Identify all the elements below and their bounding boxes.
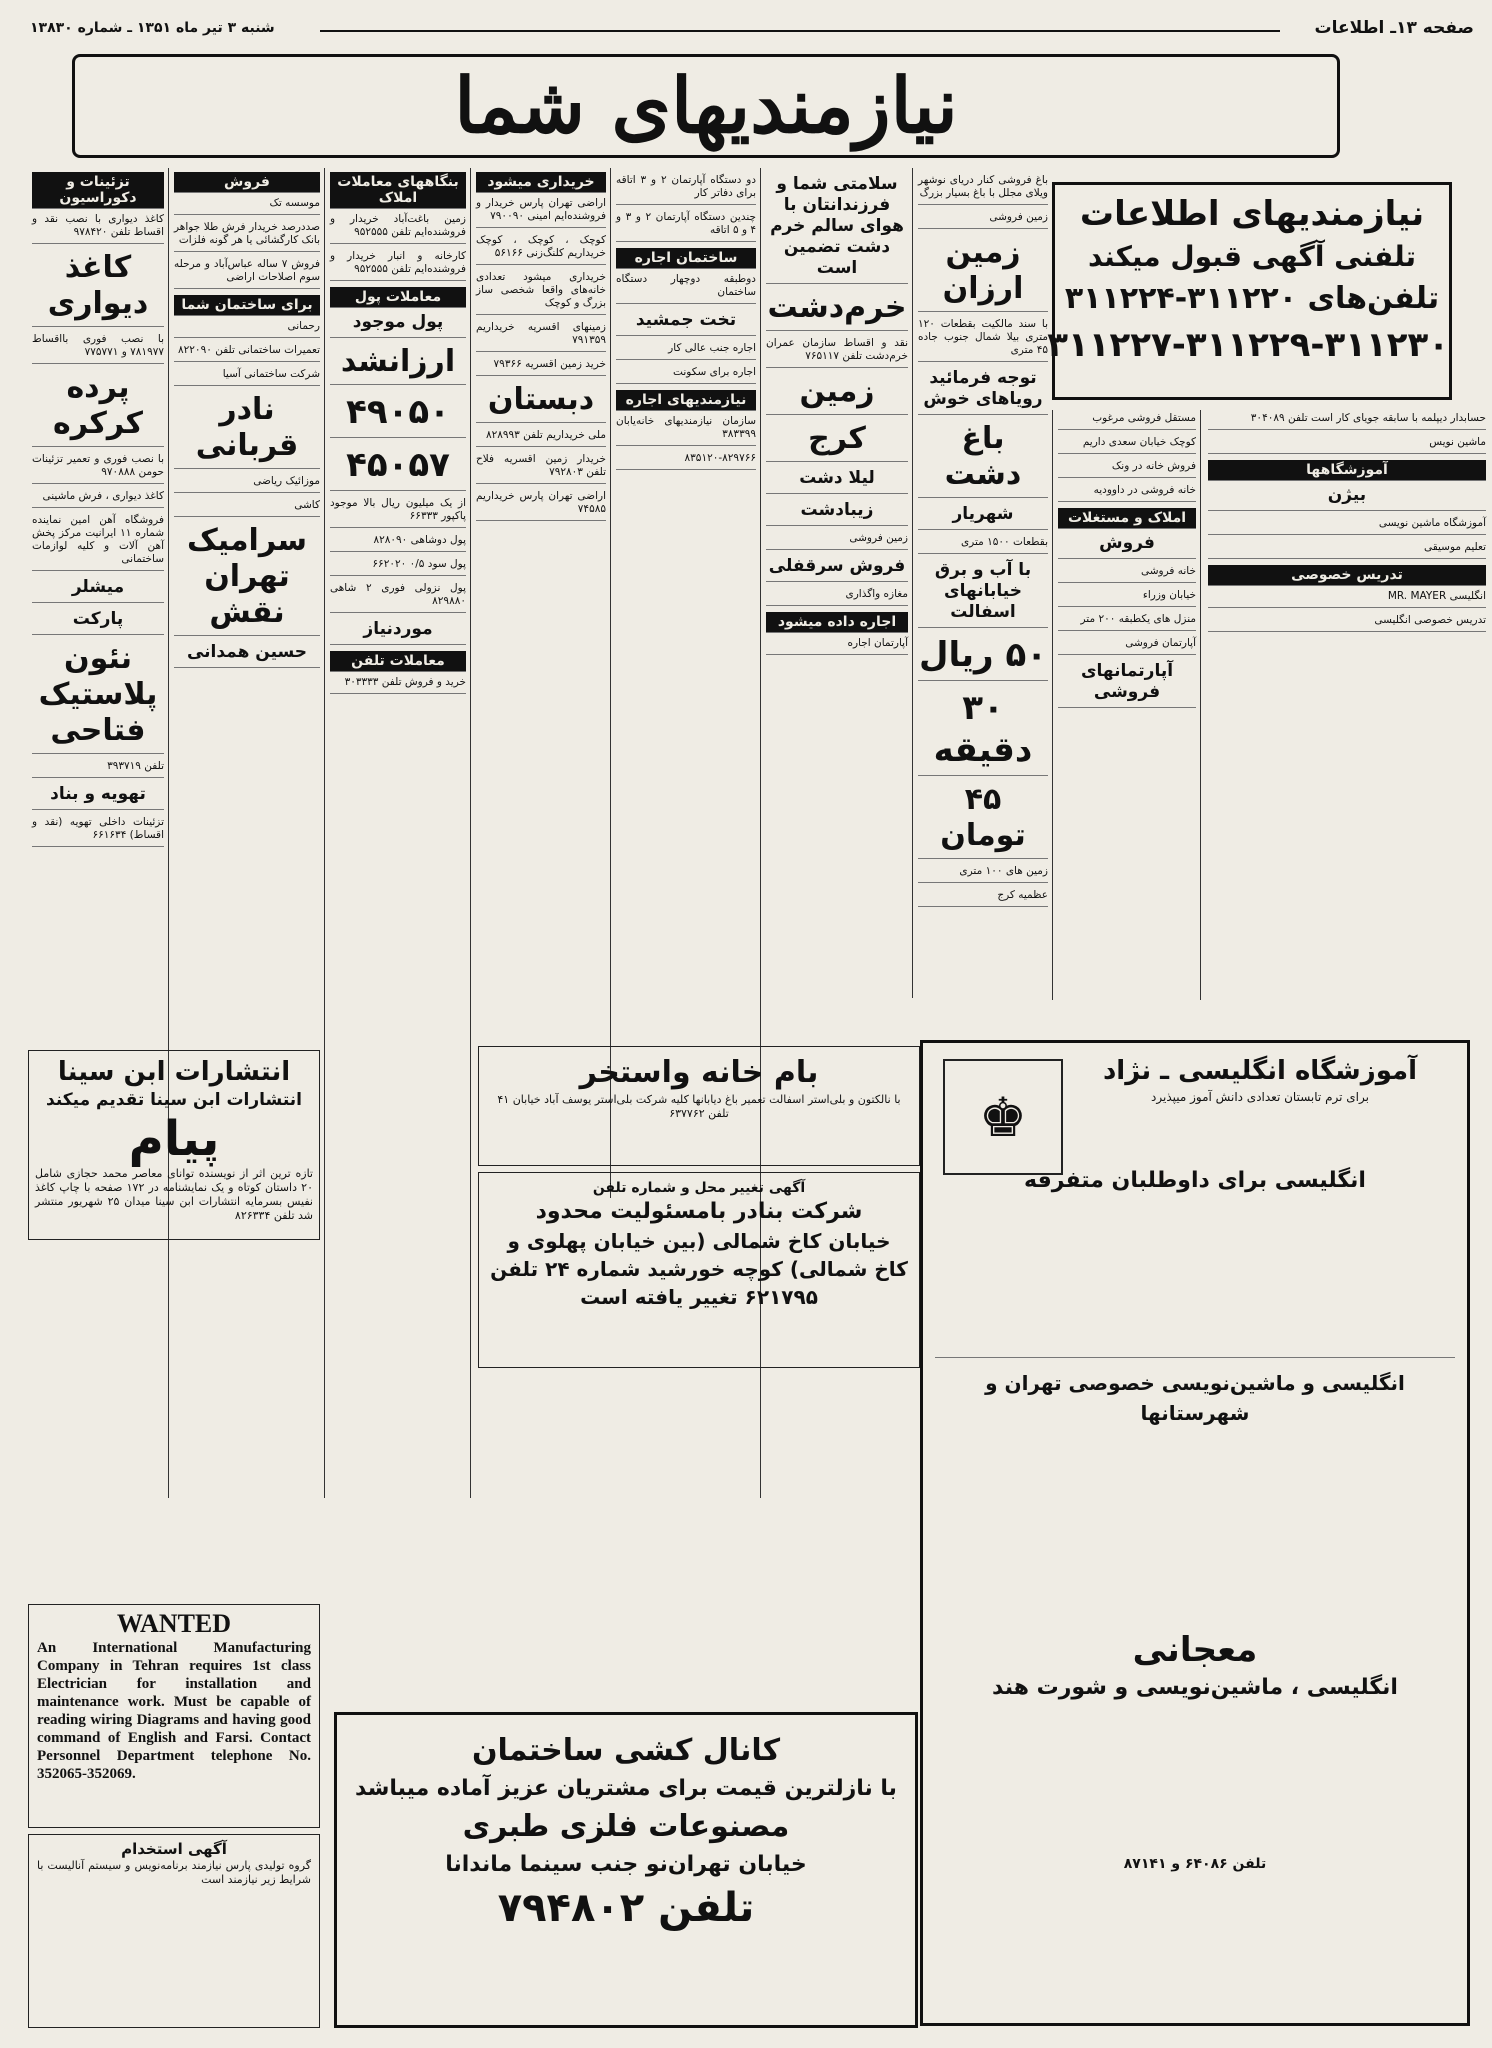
column-c2	[170, 170, 324, 1498]
ad-headline: نئون پلاستیک فتاحی	[32, 641, 164, 754]
ad-text: خریدار زمین اقسریه فلاح تلفن ۷۹۲۸۰۳	[476, 453, 606, 484]
column-c3	[326, 170, 470, 1498]
canal-ad	[334, 1712, 918, 2028]
ad-text: عظمیه کرج	[918, 889, 1048, 907]
classifieds-banner	[72, 54, 1340, 158]
ad-text: انگلیسی MR. MAYER	[1208, 590, 1486, 608]
ad-title: آپارتمانهای فروشی	[1058, 661, 1196, 708]
section-tag: تزئینات و دکوراسیون	[32, 172, 164, 209]
section-tag: برای ساختمان شما	[174, 295, 320, 316]
section-tag: اجاره داده میشود	[766, 612, 908, 633]
school-line-b: انگلیسی و ماشین‌نویسی خصوصی تهران و شهرستانها	[985, 1371, 1405, 1425]
ad-text: پول دوشاهی ۸۲۸۰۹۰	[330, 534, 466, 552]
ad-text: کاغذ دیواری ، فرش ماشینی	[32, 490, 164, 508]
ad-text: زمین باغت‌آباد خریدار و فروشنده‌ایم تلفن ۹۵۲۵۵۵	[330, 213, 466, 244]
ad-text: آپارتمان اجاره	[766, 637, 908, 655]
ad-text: زمین فروشی	[918, 211, 1048, 229]
ad-text: کوچک ، کوچک ، کوچک خریداریم کلنگ‌زنی ۵۶۱۶۶	[476, 234, 606, 265]
wanted-body: An International Manufacturing Company in Tehran requires 1st class Electrician for installation and maintenance work. Must be capable of reading wiring Diagrams and having good command of English and Farsi. Contact Personnel Department telephone No. 352065-352069.	[37, 1640, 311, 1782]
ad-text: کارخانه و انبار خریدار و فروشنده‌ایم تلفن ۹۵۲۵۵۵	[330, 250, 466, 281]
hiring-ad	[28, 1834, 320, 2028]
ad-title: تخت جمشید	[616, 310, 756, 336]
ad-text: اراضی تهران پارس خریدار و فروشنده‌ایم امینی ۷۹۰۰۹۰	[476, 197, 606, 228]
ad-text: کوچک خیابان سعدی داریم	[1058, 436, 1196, 454]
ad-text: خانه فروشی	[1058, 565, 1196, 583]
ad-headline: ۴۵ تومان	[918, 782, 1048, 859]
school-brand: معجانی	[1132, 1630, 1258, 1670]
ad-text: مستقل فروشی مرغوب	[1058, 412, 1196, 430]
ad-text: زمین های ۱۰۰ متری	[918, 865, 1048, 883]
section-tag: معاملات تلفن	[330, 651, 466, 672]
ad-text: باغ فروشی کنار دریای نوشهر ویلای مجلل با باغ بسیار بزرگ	[918, 174, 1048, 205]
section-tag: آموزشگاهها	[1208, 460, 1486, 481]
ad-text: ۸۳۵۱۲۰-۸۲۹۷۶۶	[616, 452, 756, 470]
ad-text: موزائیک ریاضی	[174, 475, 320, 493]
banner-title: نیازمندیهای شما	[454, 61, 958, 150]
ad-headline: زمین	[766, 374, 908, 415]
section-tag: بنگاههای معاملات املاک	[330, 172, 466, 209]
relocation-title: آگهی تغییر محل و شماره تلفن	[592, 1180, 806, 1196]
ad-title: میشلر	[32, 577, 164, 603]
ad-text: زمینهای اقسریه خریداریم ۷۹۱۳۵۹	[476, 321, 606, 352]
ad-headline: نادر قربانی	[174, 392, 320, 469]
relocation-ad	[478, 1172, 920, 1368]
avicenna-ad	[28, 1050, 320, 1240]
column-c9	[1204, 408, 1490, 1000]
column-c5	[612, 170, 760, 1198]
ad-text: پول سود ۰/۵ ۶۶۲۰۲۰	[330, 558, 466, 576]
ad-text: کاشی	[174, 499, 320, 517]
ad-text: ماشین نویس	[1208, 436, 1486, 454]
header-rule	[320, 30, 1280, 32]
roof-pool-body: با نالکتون و بلی‌استر اسفالت تعمیر باغ دیابانها کلیه شرکت بلی‌استر یوسف آباد خیابان ۴۱ تلفن ۶۳۷۷۶۲	[497, 1093, 901, 1120]
ad-title: توجه فرمائید رویاهای خوش	[918, 368, 1048, 415]
issue-date: شنبه ۳ تیر ماه ۱۳۵۱ ـ شماره ۱۳۸۳۰	[30, 20, 275, 36]
ad-text: رحمانی	[174, 320, 320, 338]
canal-title: کانال کشی ساختمان	[471, 1733, 781, 1768]
ad-text: تزئینات داخلی تهویه (نقد و اقساط) ۶۶۱۶۳۴	[32, 816, 164, 847]
ad-text: کاغذ دیواری با نصب نقد و اقساط تلفن ۹۷۸۴۲۰	[32, 213, 164, 244]
ad-text: سازمان نیازمندیهای خانه‌یابان ۳۸۳۳۹۹	[616, 415, 756, 446]
ad-title: با آب و برق خیابانهای اسفالت	[918, 560, 1048, 628]
ad-text: پول نزولی فوری ۲ شاهی ۸۲۹۸۸۰	[330, 582, 466, 613]
ad-text: فروشگاه آهن امین نماینده شماره ۱۱ ایرانیت مرکز پخش آهن آلات و کلیه لوازمات ساختمانی	[32, 514, 164, 571]
ad-title: حسین همدانی	[174, 642, 320, 668]
english-school-ad	[920, 1040, 1470, 2026]
ad-text: شرکت ساختمانی آسیا	[174, 368, 320, 386]
school-line-a: انگلیسی برای داوطلبان متفرقه	[1024, 1168, 1366, 1193]
ad-text: اراضی تهران پارس خریداریم ۷۴۵۸۵	[476, 490, 606, 521]
school-emblem-icon: ♚	[943, 1059, 1063, 1175]
ad-text: زمین فروشی	[766, 532, 908, 550]
school-line-c: انگلیسی ، ماشین‌نویسی و شورت هند	[992, 1675, 1398, 1700]
canal-line1: با نازلترین قیمت برای مشتریان عزیز آماده میباشد	[355, 1776, 897, 1801]
ad-title: سلامتی شما و فرزندانتان با هوای سالم خرم دشت تضمین است	[766, 174, 908, 284]
contact-title: نیازمندیهای اطلاعات	[1079, 194, 1425, 234]
column-divider	[1052, 410, 1053, 1000]
ad-headline: باغ دشت	[918, 421, 1048, 498]
ad-text: نقد و اقساط سازمان عمران خرم‌دشت تلفن ۷۶۵۱۱۷	[766, 337, 908, 368]
relocation-address: خیابان کاخ شمالی (بین خیابان پهلوی و کاخ شمالی) کوچه خورشید شماره ۲۴ تلفن ۶۲۱۷۹۵ تغییر یافته است	[490, 1229, 908, 1309]
column-divider	[168, 168, 169, 1498]
ad-headline: کاغذ دیواری	[32, 250, 164, 327]
contact-phones-2: ۳۱۱۲۲۷-۳۱۱۲۲۹-۳۱۱۲۳۰	[1047, 325, 1449, 365]
section-tag: فروش	[174, 172, 320, 193]
ad-headline: کرج	[766, 421, 908, 462]
ad-big-number: ۳۰ دقیقه	[918, 687, 1048, 776]
ad-text: ملی خریداریم تلفن ۸۲۸۹۹۳	[476, 429, 606, 447]
page-header	[0, 0, 1492, 44]
ad-headline: دبستان	[476, 382, 606, 423]
wanted-title: WANTED	[116, 1609, 232, 1638]
hiring-body: گروه تولیدی پارس نیازمند برنامه‌نویس و سیستم آنالیست با شرایط زیر نیازمند است	[37, 1859, 311, 1886]
ad-title: پول موجود	[330, 312, 466, 338]
column-divider	[324, 168, 325, 1498]
section-tag: املاک و مستغلات	[1058, 508, 1196, 529]
hiring-title: آگهی استخدام	[121, 1840, 227, 1858]
ad-text: خریداری میشود تعدادی خانه‌های واقعا شخصی ساز بزرگ و کوچک	[476, 271, 606, 315]
ad-text: خرید زمین اقسریه ۷۹۳۶۶	[476, 358, 606, 376]
section-tag: تدریس خصوصی	[1208, 565, 1486, 586]
ad-text: دو دستگاه آپارتمان ۲ و ۳ اتاقه برای دفاتر کار	[616, 174, 756, 205]
column-divider	[470, 168, 471, 1498]
relocation-company: شرکت بنادر بامسئولیت محدود	[535, 1199, 863, 1224]
contact-box	[1047, 182, 1452, 400]
ad-title: لیلا دشت	[766, 468, 908, 494]
ad-title: فروش سرقفلی	[766, 556, 908, 582]
school-footer: تلفن ۶۴۰۸۶ و ۸۷۱۴۱	[1123, 1856, 1267, 1872]
ad-text: چندین دستگاه آپارتمان ۲ و ۳ و ۴ و ۵ اتاقه	[616, 211, 756, 242]
avicenna-title: انتشارات ابن سینا	[57, 1057, 291, 1087]
wanted-ad	[28, 1604, 320, 1828]
ad-headline: ارزانشد	[330, 344, 466, 385]
ad-title: بیژن	[1208, 485, 1486, 511]
section-tag: نیازمندیهای اجاره	[616, 390, 756, 411]
canal-line3: خیابان تهران‌نو جنب سینما ماندانا	[445, 1852, 807, 1877]
ad-text: آپارتمان فروشی	[1058, 637, 1196, 655]
ad-headline: زمین ارزان	[918, 235, 1048, 312]
ad-text: با نصب فوری بااقساط ۷۸۱۹۷۷ و ۷۷۵۷۷۱	[32, 333, 164, 364]
ad-text: تدریس خصوصی انگلیسی	[1208, 614, 1486, 632]
ad-text: فروش ۷ ساله عباس‌آباد و مرحله سوم اصلاحات اراضی	[174, 258, 320, 289]
ad-title: شهریار	[918, 504, 1048, 530]
ad-text: با سند مالکیت بقطعات ۱۲۰ متری بیلا شمال جنوب جاده ۴۵ متری	[918, 318, 1048, 362]
ad-title: فروش	[1058, 533, 1196, 559]
contact-subtitle: تلفنی آگهی قبول میکند	[1087, 240, 1417, 273]
ad-big-number: ۵۰ ریال	[918, 634, 1048, 681]
ad-text: موسسه تک	[174, 197, 320, 215]
ad-text: از یک میلیون ریال بالا موجود پاکپور ۶۶۳۳۳	[330, 497, 466, 528]
ad-title: زیبادشت	[766, 500, 908, 526]
ad-big-number: ۴۵۰۵۷	[330, 444, 466, 491]
section-tag: معاملات پول	[330, 287, 466, 308]
ad-headline: سرامیک تهران نقش	[174, 523, 320, 636]
section-tag: خریداری میشود	[476, 172, 606, 193]
ad-title: موردنیاز	[330, 619, 466, 645]
ad-text: فروش خانه در ونک	[1058, 460, 1196, 478]
ad-big-number: ۴۹۰۵۰	[330, 391, 466, 438]
ad-headline: پرده کرکره	[32, 370, 164, 447]
avicenna-subtitle: انتشارات ابن سینا تقدیم میکند	[46, 1090, 302, 1110]
roof-pool-ad	[478, 1046, 920, 1166]
ad-text: صددرصد خریدار فرش طلا جواهر بانک کارگشائی یا هر گونه فلزات	[174, 221, 320, 252]
ad-text: تعلیم موسیقی	[1208, 541, 1486, 559]
ad-text: دوطبقه دوچهار دستگاه ساختمان	[616, 273, 756, 304]
column-c7	[914, 170, 1052, 998]
canal-phone: تلفن ۷۹۴۸۰۲	[497, 1885, 755, 1931]
ad-text: اجاره برای سکونت	[616, 366, 756, 384]
ad-title: پارکت	[32, 609, 164, 635]
ad-text: آموزشگاه ماشین نویسی	[1208, 517, 1486, 535]
ad-title: تهویه و بناد	[32, 784, 164, 810]
ad-text: تعمیرات ساختمانی تلفن ۸۲۲۰۹۰	[174, 344, 320, 362]
column-c8	[1054, 408, 1200, 1000]
avicenna-book: پیام	[128, 1111, 220, 1167]
column-divider	[610, 168, 611, 1198]
ad-text: خیابان وزراء	[1058, 589, 1196, 607]
ad-text: خانه فروشی در داوودیه	[1058, 484, 1196, 502]
ad-text: تلفن ۳۹۳۷۱۹	[32, 760, 164, 778]
ad-text: مغازه واگذاری	[766, 588, 908, 606]
column-c1	[28, 170, 168, 1050]
ad-text: منزل های یکطبقه ۲۰۰ متر	[1058, 613, 1196, 631]
ad-text: خرید و فروش تلفن ۳۰۳۳۳۳	[330, 676, 466, 694]
ad-text: حسابدار دیپلمه با سابقه جویای کار است تلفن ۳۰۴۰۸۹	[1208, 412, 1486, 430]
ad-text: با نصب فوری و تعمیر تزئینات حومن ۹۷۰۸۸۸	[32, 453, 164, 484]
avicenna-body: تازه ترین اثر از نویسنده توانای معاصر محمد حجازی شامل ۲۰ داستان کوتاه و یک نمایشنامه در ۱۷۲ صفحه با چاپ کاغذ نفیس بسرمایه انتشارات ابن سینا میدان ۲۵ شهریور منتشر شد تلفن ۸۲۶۳۳۴	[35, 1167, 313, 1222]
ad-headline: خرم‌دشت	[766, 290, 908, 331]
ad-text: بقطعات ۱۵۰۰ متری	[918, 536, 1048, 554]
ad-text: اجاره جنب عالی کار	[616, 342, 756, 360]
section-tag: ساختمان اجاره	[616, 248, 756, 269]
roof-pool-title: بام خانه واستخر	[579, 1055, 819, 1090]
canal-line2: مصنوعات فلزی طبری	[462, 1809, 790, 1844]
column-divider	[912, 168, 913, 998]
school-intro: برای ترم تابستان تعدادی دانش آموز میپذیرد	[1151, 1090, 1369, 1104]
page-label: صفحه ۱۳ـ اطلاعات	[1314, 18, 1474, 38]
school-title: آموزشگاه انگلیسی ـ نژاد	[1102, 1056, 1418, 1086]
contact-phones-1: تلفن‌های ۳۱۱۲۲۰-۳۱۱۲۲۴	[1064, 281, 1440, 316]
